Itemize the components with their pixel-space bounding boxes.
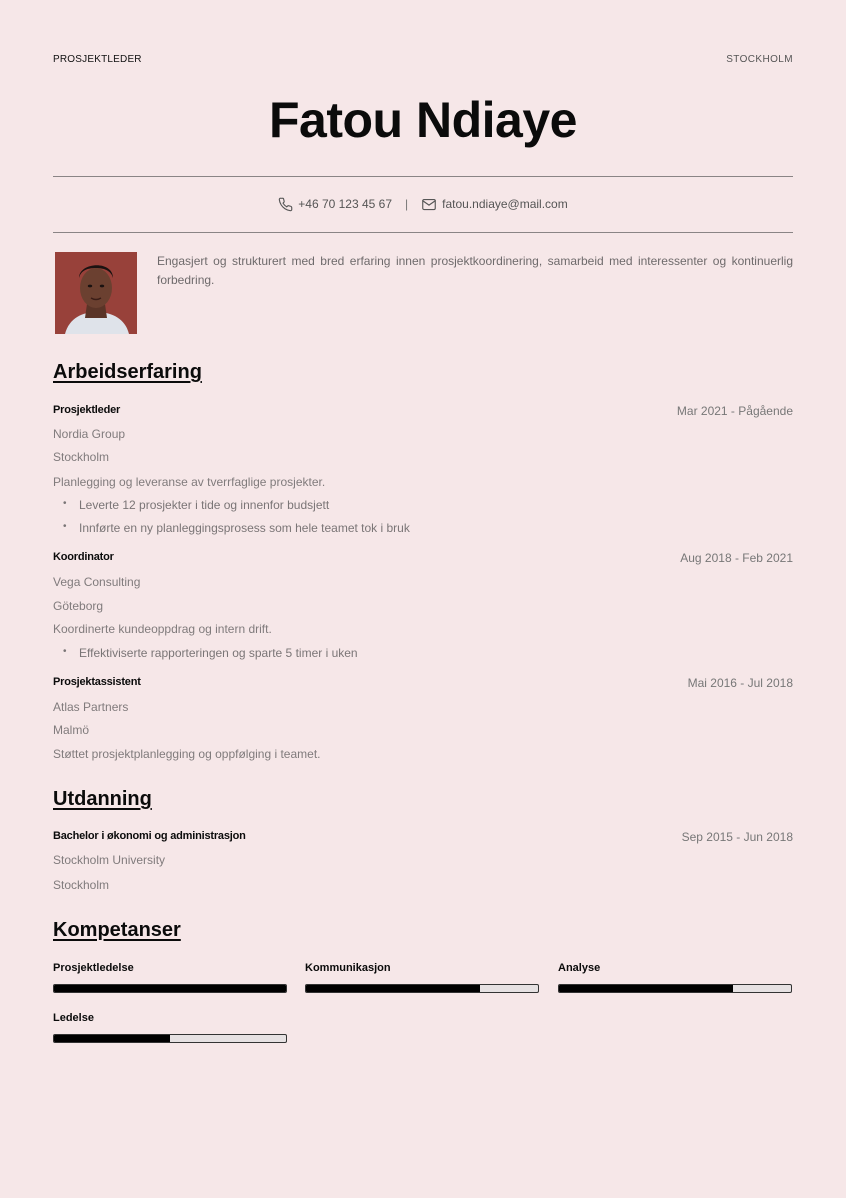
skill-bar: [53, 984, 287, 993]
skill-bar-fill: [306, 985, 480, 992]
profile-photo: [55, 252, 137, 334]
job-location: Göteborg: [53, 599, 104, 613]
skill-label: Ledelse: [53, 1012, 94, 1024]
skill-label: Kommunikasjon: [305, 962, 391, 974]
job-role: PROSJEKTLEDER: [53, 54, 142, 65]
skill-bar: [53, 1034, 287, 1043]
school-location: Stockholm: [53, 878, 110, 892]
skill-item: [305, 962, 539, 993]
phone-icon: [278, 197, 293, 212]
section-title-education: Utdanning: [53, 788, 152, 810]
job-title: Prosjektassistent: [53, 676, 141, 688]
candidate-name: Fatou Ndiaye: [269, 92, 577, 148]
job-bullet: • Leverte 12 prosjekter i tide og innenfor budsjett: [65, 498, 329, 512]
education-dates: Sep 2015 - Jun 2018: [681, 830, 793, 844]
section-title-skills: Kompetanser: [53, 919, 181, 941]
job-bullet: • Innførte en ny planleggingsprosess som hele teamet tok i bruk: [65, 521, 410, 535]
profile-summary: Engasjert og strukturert med bred erfaring innen prosjektkoordinering, samarbeid med interessenter og kontinuerlig forbedring.: [157, 254, 793, 287]
job-bullet: • Effektiviserte rapporteringen og sparte 5 timer i uken: [65, 646, 358, 660]
email-address: fatou.ndiaye@mail.com: [442, 197, 568, 211]
skill-bar-fill: [54, 985, 286, 992]
contact-separator: |: [405, 197, 409, 211]
skill-bar-fill: [559, 985, 733, 992]
top-bar: [53, 54, 793, 68]
job-dates: Mai 2016 - Jul 2018: [687, 676, 793, 690]
city: STOCKHOLM: [726, 54, 793, 65]
phone-number: +46 70 123 45 67: [298, 197, 393, 211]
job-company: Vega Consulting: [53, 575, 141, 589]
phone-contact[interactable]: [278, 197, 392, 212]
skill-label: Analyse: [558, 962, 601, 974]
contact-row: [53, 194, 793, 214]
divider-bottom: [53, 232, 793, 233]
resume-page: [53, 0, 793, 1198]
job-title: Koordinator: [53, 551, 114, 563]
skill-item: [558, 962, 792, 993]
job-location: Malmö: [53, 723, 90, 737]
email-contact[interactable]: [421, 197, 568, 212]
skill-item: [53, 1012, 287, 1043]
job-dates: Aug 2018 - Feb 2021: [680, 551, 793, 565]
job-company: Atlas Partners: [53, 700, 129, 714]
section-title-experience: Arbeidserfaring: [53, 361, 202, 383]
job-description: Koordinerte kundeoppdrag og intern drift.: [53, 622, 272, 636]
job-title: Prosjektleder: [53, 404, 121, 416]
school-name: Stockholm University: [53, 853, 166, 867]
skill-item: [53, 962, 287, 993]
skill-bar: [305, 984, 539, 993]
mail-icon: [421, 197, 437, 212]
job-dates: Mar 2021 - Pågående: [676, 404, 793, 418]
job-location: Stockholm: [53, 450, 110, 464]
skill-bar: [558, 984, 792, 993]
degree-title: Bachelor i økonomi og administrasjon: [53, 830, 246, 842]
job-description: Planlegging og leveranse av tverrfaglige prosjekter.: [53, 475, 326, 489]
skill-label: Prosjektledelse: [53, 962, 134, 974]
skill-bar-fill: [54, 1035, 170, 1042]
job-company: Nordia Group: [53, 427, 126, 441]
job-description: Støttet prosjektplanlegging og oppfølging i teamet.: [53, 747, 321, 761]
divider-top: [53, 176, 793, 177]
